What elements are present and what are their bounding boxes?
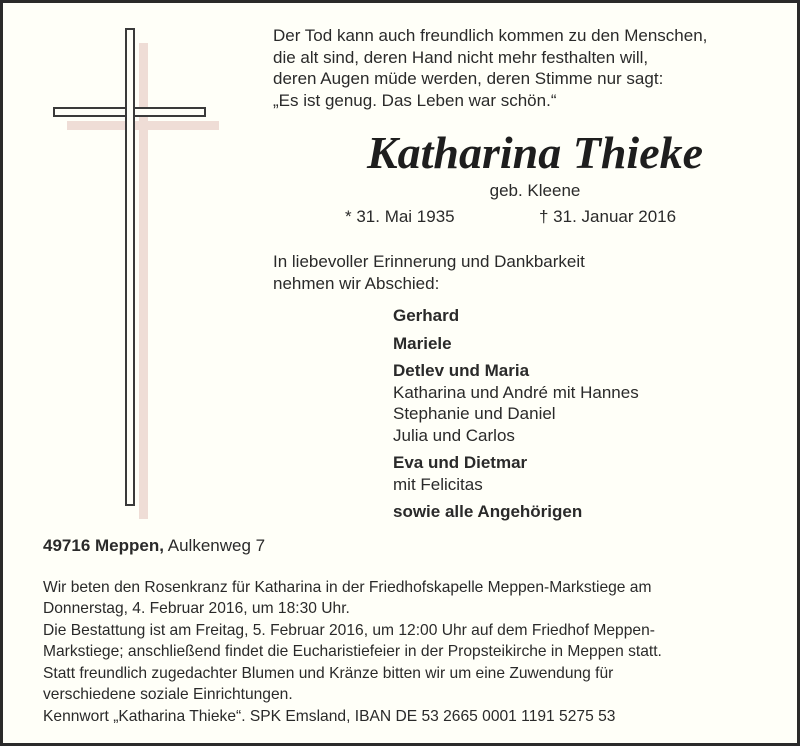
rosary-info [43,578,755,619]
address [43,536,265,556]
mourner-sub: Stephanie und Daniel [393,404,556,423]
birth-date: * 31. Mai 1935 [345,207,455,226]
mourner-name: sowie alle Angehörigen [393,502,583,521]
rosary-line: Donnerstag, 4. Februar 2016, um 18:30 Uhr. [43,599,350,617]
mourner-name: Mariele [393,333,452,353]
poem-line: Der Tod kann auch freundlich kommen zu den Menschen, [273,26,708,45]
poem-line: die alt sind, deren Hand nicht mehr festhalten will, [273,47,649,67]
donation-line: verschiedene soziale Einrichtungen. [43,685,293,703]
address-city: 49716 Meppen, [43,536,164,555]
mourners-list [393,305,639,523]
maiden-name: geb. Kleene [489,181,581,200]
bank-info: Kennwort „Katharina Thieke“. SPK Emsland, IBAN DE 53 2665 0001 1191 5275 53 [43,708,616,725]
intro-line: nehmen wir Abschied: [273,273,440,293]
mourner-sub: Julia und Carlos [393,425,515,445]
mourner-name: Eva und Dietmar [393,453,528,472]
mourner-name: Detlev und Maria [393,361,530,380]
cross-intersection [127,109,133,115]
funeral-info [43,621,755,662]
donation-line: Statt freundlich zugedachter Blumen und Kränze bitten wir um eine Zuwendung für [43,665,614,682]
poem-line: „Es ist genug. Das Leben war schön.“ [273,90,557,110]
cross-shadow-horizontal [67,121,219,130]
farewell-intro [273,251,585,294]
address-street: Aulkenweg 7 [167,536,266,555]
donation-info [43,664,755,705]
deceased-name: Katharina Thieke [366,127,704,178]
mourner-sub: mit Felicitas [393,474,483,494]
funeral-line: Die Bestattung ist am Freitag, 5. Februar 2016, um 12:00 Uhr auf dem Friedhof Meppen- [43,622,655,639]
mourner-sub: Katharina und André mit Hannes [393,382,639,402]
cross-beam-vertical [125,28,135,506]
mourner-name: Gerhard [393,306,460,325]
death-date: † 31. Januar 2016 [539,207,677,226]
poem [273,25,707,111]
service-notes [43,578,755,730]
poem-line: deren Augen müde werden, deren Stimme nur sagt: [273,69,664,88]
rosary-line: Wir beten den Rosenkranz für Katharina in der Friedhofskapelle Meppen-Markstiege am [43,579,652,596]
intro-line: In liebevoller Erinnerung und Dankbarkeit [273,252,585,271]
funeral-line: Markstiege; anschließend findet die Eucharistiefeier in der Propsteikirche in Meppen statt. [43,642,662,660]
